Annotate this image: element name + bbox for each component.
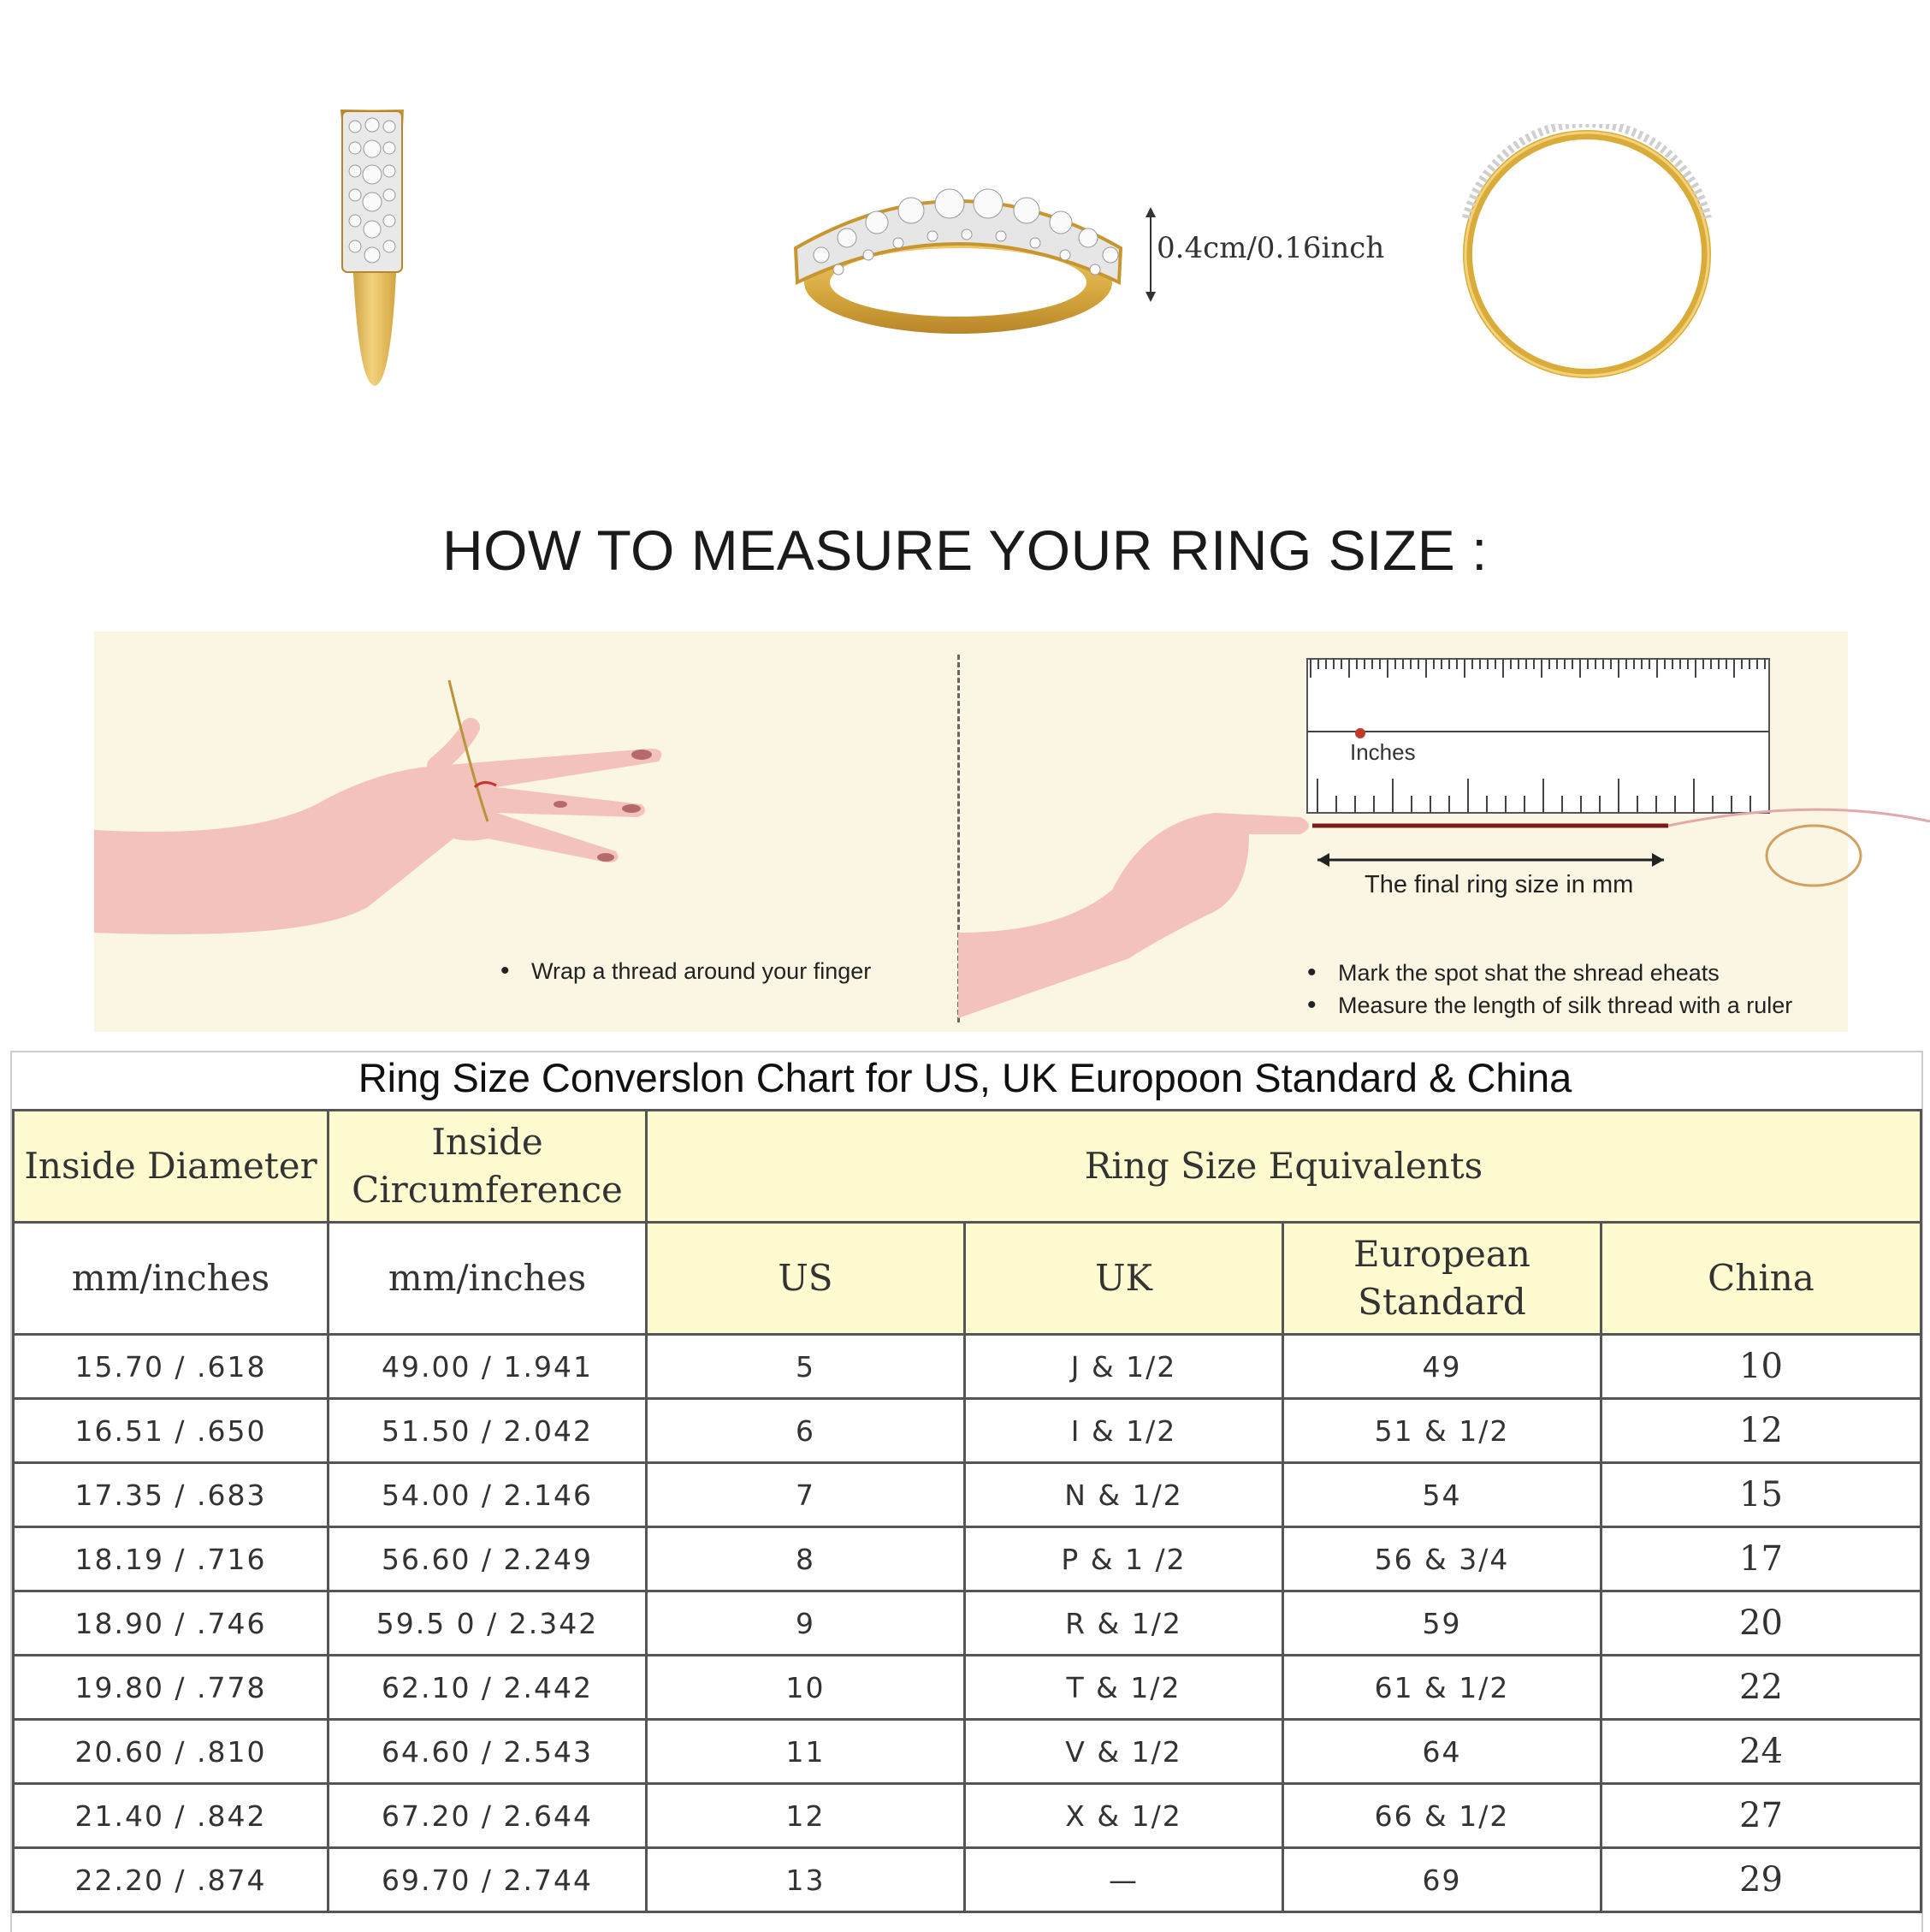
cell-china: 24 bbox=[1601, 1720, 1921, 1784]
table-row bbox=[14, 1656, 1921, 1720]
subheader-us: US bbox=[647, 1223, 965, 1335]
table-subheader-row bbox=[14, 1223, 1921, 1335]
cell-us: 10 bbox=[647, 1656, 965, 1720]
header-inside-diameter: Inside Diameter bbox=[14, 1111, 329, 1223]
size-table bbox=[12, 1109, 1922, 1913]
cell-diameter: 20.60 / .810 bbox=[14, 1720, 329, 1784]
cell-china: 15 bbox=[1601, 1463, 1921, 1527]
cell-us: 8 bbox=[647, 1527, 965, 1591]
cell-us: 13 bbox=[647, 1848, 965, 1912]
cell-circumference: 59.5 0 / 2.342 bbox=[329, 1591, 647, 1656]
cell-european: 64 bbox=[1283, 1720, 1601, 1784]
cell-circumference: 56.60 / 2.249 bbox=[329, 1527, 647, 1591]
ring-side-view bbox=[325, 101, 428, 392]
step-wrap-thread: • Wrap a thread around your finger bbox=[531, 958, 871, 985]
subheader-european-line2: Standard bbox=[1358, 1281, 1526, 1323]
cell-circumference: 51.50 / 2.042 bbox=[329, 1399, 647, 1463]
cell-european: 56 & 3/4 bbox=[1283, 1527, 1601, 1591]
subheader-european-line1: European bbox=[1353, 1233, 1530, 1275]
cell-uk: P & 1 /2 bbox=[965, 1527, 1283, 1591]
table-row bbox=[14, 1463, 1921, 1527]
table-row bbox=[14, 1720, 1921, 1784]
cell-european: 59 bbox=[1283, 1591, 1601, 1656]
subheader-uk: UK bbox=[965, 1223, 1283, 1335]
ring-front-view bbox=[787, 154, 1129, 342]
header-circumference-line1: Inside bbox=[431, 1121, 543, 1163]
measure-heading: HOW TO MEASURE YOUR RING SIZE : bbox=[442, 519, 1488, 582]
cell-uk: X & 1/2 bbox=[965, 1784, 1283, 1848]
cell-uk: T & 1/2 bbox=[965, 1656, 1283, 1720]
table-row bbox=[14, 1527, 1921, 1591]
cell-china: 12 bbox=[1601, 1399, 1921, 1463]
subheader-china: China bbox=[1601, 1223, 1921, 1335]
cell-diameter: 17.35 / .683 bbox=[14, 1463, 329, 1527]
cell-uk: N & 1/2 bbox=[965, 1463, 1283, 1527]
step-measure-thread: • Measure the length of silk thread with a ruler bbox=[1338, 993, 1792, 1019]
cell-diameter: 21.40 / .842 bbox=[14, 1784, 329, 1848]
cell-us: 9 bbox=[647, 1591, 965, 1656]
ruler-inches-label: Inches bbox=[1350, 739, 1416, 765]
table-row bbox=[14, 1784, 1921, 1848]
table-row bbox=[14, 1335, 1921, 1399]
table-header-row bbox=[14, 1111, 1921, 1223]
cell-china: 27 bbox=[1601, 1784, 1921, 1848]
step-mark-spot: • Mark the spot shat the shread eheats bbox=[1338, 960, 1720, 987]
cell-uk: V & 1/2 bbox=[965, 1720, 1283, 1784]
cell-china: 10 bbox=[1601, 1335, 1921, 1399]
cell-diameter: 22.20 / .874 bbox=[14, 1848, 329, 1912]
cell-us: 12 bbox=[647, 1784, 965, 1848]
cell-us: 11 bbox=[647, 1720, 965, 1784]
cell-china: 20 bbox=[1601, 1591, 1921, 1656]
subheader-european bbox=[1283, 1223, 1601, 1335]
table-row bbox=[14, 1848, 1921, 1912]
cell-european: 66 & 1/2 bbox=[1283, 1784, 1601, 1848]
cell-european: 61 & 1/2 bbox=[1283, 1656, 1601, 1720]
cell-european: 69 bbox=[1283, 1848, 1601, 1912]
cell-uk: I & 1/2 bbox=[965, 1399, 1283, 1463]
cell-circumference: 62.10 / 2.442 bbox=[329, 1656, 647, 1720]
cell-diameter: 18.19 / .716 bbox=[14, 1527, 329, 1591]
header-circumference-line2: Circumference bbox=[352, 1169, 623, 1211]
cell-uk: — bbox=[965, 1848, 1283, 1912]
cell-us: 6 bbox=[647, 1399, 965, 1463]
cell-us: 7 bbox=[647, 1463, 965, 1527]
cell-china: 17 bbox=[1601, 1527, 1921, 1591]
cell-european: 54 bbox=[1283, 1463, 1601, 1527]
header-ring-size-equivalents: Ring Size Equivalents bbox=[647, 1111, 1921, 1223]
cell-circumference: 54.00 / 2.146 bbox=[329, 1463, 647, 1527]
cell-diameter: 18.90 / .746 bbox=[14, 1591, 329, 1656]
cell-uk: J & 1/2 bbox=[965, 1335, 1283, 1399]
subheader-circumference-unit: mm/inches bbox=[329, 1223, 647, 1335]
cell-european: 51 & 1/2 bbox=[1283, 1399, 1601, 1463]
hand-wrapping-thread bbox=[94, 667, 864, 941]
cell-diameter: 16.51 / .650 bbox=[14, 1399, 329, 1463]
ring-profile-view bbox=[1446, 124, 1728, 381]
cell-us: 5 bbox=[647, 1335, 965, 1399]
table-row bbox=[14, 1399, 1921, 1463]
cell-china: 29 bbox=[1601, 1848, 1921, 1912]
cell-china: 22 bbox=[1601, 1656, 1921, 1720]
final-size-label: The final ring size in mm bbox=[1365, 871, 1634, 898]
cell-uk: R & 1/2 bbox=[965, 1591, 1283, 1656]
chart-title: Ring Size Converslon Chart for US, UK Europoon Standard & China bbox=[358, 1055, 1572, 1100]
table-row bbox=[14, 1591, 1921, 1656]
cell-circumference: 64.60 / 2.543 bbox=[329, 1720, 647, 1784]
cell-diameter: 19.80 / .778 bbox=[14, 1656, 329, 1720]
cell-circumference: 69.70 / 2.744 bbox=[329, 1848, 647, 1912]
cell-circumference: 67.20 / 2.644 bbox=[329, 1784, 647, 1848]
header-inside-circumference bbox=[329, 1111, 647, 1223]
cell-diameter: 15.70 / .618 bbox=[14, 1335, 329, 1399]
band-width-label: 0.4cm/0.16inch bbox=[1157, 231, 1385, 265]
subheader-diameter-unit: mm/inches bbox=[14, 1223, 329, 1335]
cell-circumference: 49.00 / 1.941 bbox=[329, 1335, 647, 1399]
cell-european: 49 bbox=[1283, 1335, 1601, 1399]
